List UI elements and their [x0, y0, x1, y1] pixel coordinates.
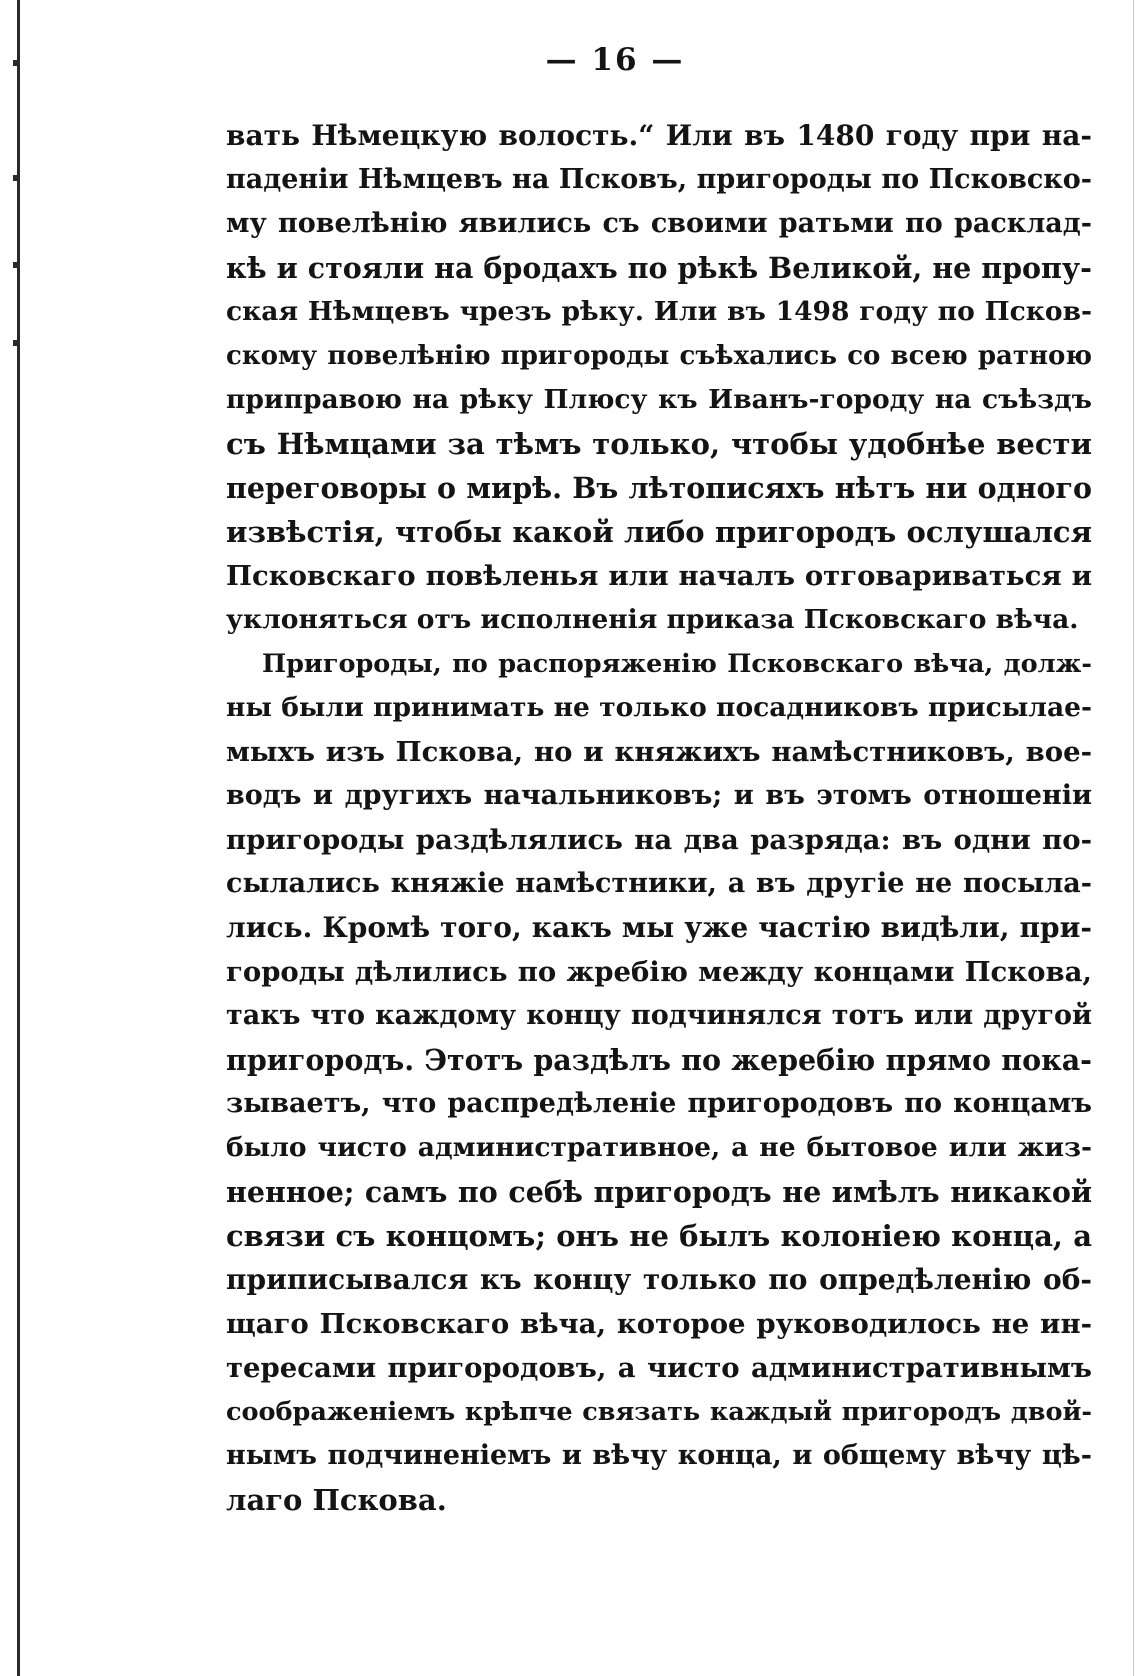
text-line: мыхъ изъ Пскова, но и княжихъ намѣстниковъ, вое-	[226, 736, 1092, 768]
text-line: ны были принимать не только посадниковъ присылае-	[226, 692, 1092, 723]
text-line: приправою на рѣку Плюсу къ Иванъ-городу на съѣздъ	[226, 384, 1092, 415]
text-line: водъ и другихъ начальниковъ; и въ этомъ отношеніи	[226, 780, 1092, 811]
scan-edge-mark	[13, 175, 18, 181]
text-line: паденіи Нѣмцевъ на Псковъ, пригороды по Псковско-	[226, 164, 1092, 195]
text-line: кѣ и стояли на бродахъ по рѣкѣ Великой, не пропу-	[226, 251, 1092, 285]
page-number: — 16 —	[545, 42, 685, 78]
text-line: пригороды раздѣлялись на два разряда: въ одни по-	[226, 824, 1092, 856]
text-line: ская Нѣмцевъ чрезъ рѣку. Или въ 1498 году по Псков-	[226, 296, 1092, 327]
text-line: лаго Пскова.	[226, 1483, 447, 1517]
scan-edge-mark	[13, 340, 18, 346]
scan-edge-mark	[13, 262, 18, 268]
text-line: городы дѣлились по жребію между концами Пскова,	[226, 956, 1092, 988]
text-line: му повелѣнію явились съ своими ратьми по расклад-	[226, 208, 1092, 239]
paragraph-2	[226, 642, 1092, 1522]
text-line: сылались княжіе намѣстники, а въ другіе не посыла-	[226, 868, 1092, 899]
body-text	[226, 114, 1092, 1522]
text-line: извѣстія, чтобы какой либо пригородъ ослушался	[226, 515, 1092, 549]
scan-edge-right	[1133, 0, 1134, 1676]
text-line: зываетъ, что распредѣленіе пригородовъ по концамъ	[226, 1088, 1092, 1119]
scan-edge-left	[17, 0, 20, 1676]
text-line: Псковскаго повѣленья или началъ отговариваться и	[226, 560, 1092, 592]
text-line: уклоняться отъ исполненія приказа Псковскаго вѣча.	[226, 604, 1079, 635]
text-line: тересами пригородовъ, а чисто административнымъ	[226, 1352, 1092, 1384]
text-line: пригородъ. Этотъ раздѣлъ по жеребію прямо пока-	[226, 1043, 1092, 1077]
text-line: связи съ концомъ; онъ не былъ колоніею конца, а	[226, 1219, 1092, 1253]
text-line: скому повелѣнію пригороды съѣхались со всею ратною	[226, 341, 1092, 371]
text-line: вать Нѣмецкую волость.“ Или въ 1480 году при на-	[226, 119, 1092, 152]
text-line: лись. Кромѣ того, какъ мы уже частію видѣли, при-	[226, 911, 1092, 944]
text-line: соображеніемъ крѣпче связать каждый пригородъ двой-	[226, 1397, 1092, 1427]
text-line: такъ что каждому концу подчинялся тотъ или другой	[226, 1000, 1092, 1031]
text-line: щаго Псковскаго вѣча, которое руководилось не ин-	[226, 1308, 1092, 1340]
text-line: нымъ подчиненіемъ и вѣчу конца, и общему вѣчу цѣ-	[226, 1440, 1092, 1471]
text-line: съ Нѣмцами за тѣмъ только, чтобы удобнѣе вести	[226, 427, 1092, 461]
paragraph-1	[226, 114, 1092, 642]
text-line: переговоры о мирѣ. Въ лѣтописяхъ нѣтъ ни одного	[226, 471, 1092, 505]
text-line: приписывался къ концу только по опредѣленію об-	[226, 1263, 1092, 1296]
text-line: ненное; самъ по себѣ пригородъ не имѣлъ никакой	[226, 1175, 1092, 1209]
text-line: было чисто административное, а не бытовое или жиз-	[226, 1132, 1092, 1163]
text-line: Пригороды, по распоряженію Псковскаго вѣча, долж-	[262, 649, 1092, 679]
